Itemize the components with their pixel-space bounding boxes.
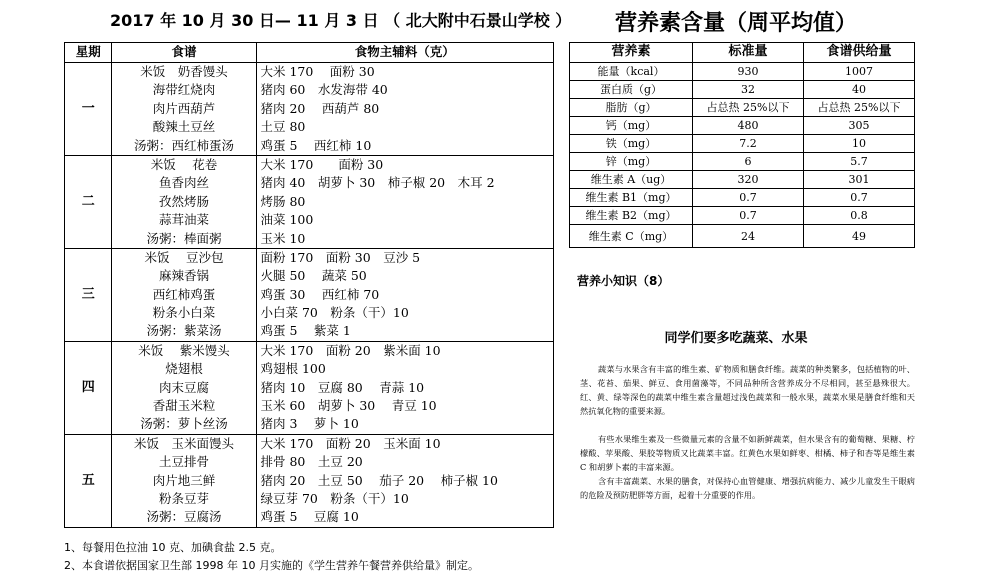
- nutrient-name: 维生素 B1（mg）: [570, 189, 693, 207]
- dish-cell: [112, 155, 256, 248]
- ingredient: 猪肉 40 胡萝卜 30 柿子椒 20 木耳 2: [260, 175, 495, 191]
- dish: 汤粥：豆腐汤: [146, 509, 222, 525]
- nutrient-name: 维生素 C（mg）: [570, 225, 693, 248]
- nutrient-supply: 49: [804, 225, 915, 248]
- nutrient-standard: 320: [693, 171, 804, 189]
- dish: 粉条小白菜: [152, 305, 216, 321]
- nutrient-name: 锌（mg）: [570, 153, 693, 171]
- dish: 米饭 玉米面馒头: [133, 435, 234, 451]
- ingredient: 猪肉 60 水发海带 40: [260, 82, 388, 98]
- dish: 土豆排骨: [158, 454, 209, 470]
- nutrition-row: [570, 189, 915, 207]
- ingredient: 大米 170 面粉 20 玉米面 10: [260, 435, 441, 451]
- ingredient: 大米 170 面粉 30: [260, 156, 384, 172]
- menu-day-row: [65, 248, 554, 341]
- ingredients-cell: [256, 434, 554, 527]
- menu-title: 2017 年 10 月 30 日— 11 月 3 日 （ 北大附中石景山学校 ）: [110, 11, 572, 30]
- dish: 海带红烧肉: [152, 82, 216, 98]
- nutrient-name: 能量（kcal）: [570, 63, 693, 81]
- dish: 米饭 奶香馒头: [140, 64, 228, 79]
- nutrient-name: 维生素 A（ug）: [570, 171, 693, 189]
- nutrition-row: [570, 153, 915, 171]
- nutrition-row: [570, 225, 915, 248]
- tip-heading: 同学们要多吃蔬菜、水果: [664, 331, 808, 346]
- nutrition-title: 营养素含量（周平均值）: [614, 11, 857, 36]
- nutrient-standard: 7.2: [693, 135, 804, 153]
- header-ingredients: 食物主辅料（克）: [256, 43, 554, 63]
- nutrition-row: [570, 63, 915, 81]
- ingredient: 猪肉 10 豆腐 80 青蒜 10: [260, 379, 425, 395]
- nutrition-row: [570, 171, 915, 189]
- nutrient-supply: 占总热 25%以下: [804, 99, 915, 117]
- menu-table: [64, 42, 554, 528]
- dish: 西红柿鸡蛋: [152, 286, 216, 302]
- ingredient: 鸡蛋 5 紫菜 1: [260, 323, 351, 339]
- ingredient: 小白菜 70 粉条（干）10: [260, 305, 409, 321]
- dish: 孜然烤肠: [158, 193, 209, 209]
- menu-day-row: [65, 63, 554, 156]
- nutrient-supply: 1007: [804, 63, 915, 81]
- tip-paragraph: 含有丰富蔬菜、水果的膳食，对保持心血管健康、增强抗病能力、减少儿童发生干眼病的危险及预防肥胖等方面，起着十分重要的作用。: [580, 476, 915, 500]
- nutrient-supply: 40: [804, 81, 915, 99]
- menu-day-row: [65, 434, 554, 527]
- header-standard: 标准量: [693, 43, 804, 63]
- nutrition-row: [570, 135, 915, 153]
- ingredient: 烤肠 80: [260, 193, 306, 209]
- nutrient-supply: 301: [804, 171, 915, 189]
- nutrition-row: [570, 117, 915, 135]
- dish: 汤粥：萝卜丝汤: [140, 416, 228, 432]
- header-recipe: 食谱: [112, 43, 256, 63]
- dish-cell: [112, 341, 256, 434]
- ingredient: 大米 170 面粉 20 紫米面 10: [260, 342, 441, 358]
- nutrient-name: 维生素 B2（mg）: [570, 207, 693, 225]
- nutrient-standard: 0.7: [693, 207, 804, 225]
- ingredient: 猪肉 20 西葫芦 80: [260, 100, 380, 116]
- nutrient-supply: 0.8: [804, 207, 915, 225]
- nutrient-standard: 0.7: [693, 189, 804, 207]
- ingredient: 排骨 80 土豆 20: [260, 454, 363, 470]
- dish: 汤粥：紫菜汤: [146, 323, 222, 339]
- nutrient-standard: 6: [693, 153, 804, 171]
- nutrition-row: [570, 207, 915, 225]
- ingredients-cell: [256, 63, 554, 156]
- dish: 香甜玉米粒: [152, 398, 216, 414]
- ingredient: 大米 170 面粉 30: [260, 64, 375, 79]
- dish: 肉末豆腐: [158, 379, 209, 395]
- ingredient: 鸡翅根 100: [260, 361, 326, 377]
- nutrient-standard: 32: [693, 81, 804, 99]
- dish: 米饭 豆沙包: [144, 249, 224, 265]
- nutrient-supply: 305: [804, 117, 915, 135]
- tip-paragraph: 蔬菜与水果含有丰富的维生素、矿物质和膳食纤维。蔬菜的种类繁多，包括植物的叶、茎、花苔、茄果、鲜豆、食用菌藻等，不同品种所含营养成分不尽相同，甚至悬殊很大。红、黄、绿等深色的蔬菜中维生素含量超过浅色蔬菜和一般水果，蔬菜水果是膳食纤维和天然抗氧化物的重要来源。: [580, 364, 915, 416]
- dish: 粉条豆芽: [158, 490, 209, 506]
- nutrition-row: [570, 99, 915, 117]
- ingredients-cell: [256, 155, 554, 248]
- ingredient: 鸡蛋 5 西红柿 10: [260, 137, 372, 153]
- ingredient: 火腿 50 蔬菜 50: [260, 268, 367, 284]
- ingredients-cell: [256, 341, 554, 434]
- ingredient: 猪肉 20 土豆 50 茄子 20 柿子椒 10: [260, 472, 498, 488]
- ingredient: 玉米 10: [260, 230, 306, 246]
- dish: 鱼香肉丝: [158, 175, 209, 191]
- dish-cell: [112, 248, 256, 341]
- nutrient-supply: 5.7: [804, 153, 915, 171]
- ingredient: 玉米 60 胡萝卜 30 青豆 10: [260, 398, 437, 414]
- nutrition-table: [569, 42, 915, 248]
- nutrient-supply: 10: [804, 135, 915, 153]
- nutrient-standard: 930: [693, 63, 804, 81]
- ingredient: 土豆 80: [260, 119, 306, 135]
- ingredients-cell: [256, 248, 554, 341]
- menu-header-row: [65, 43, 554, 63]
- nutrient-supply: 0.7: [804, 189, 915, 207]
- dish: 酸辣土豆丝: [152, 119, 216, 135]
- dish: 汤粥：棒面粥: [146, 230, 222, 246]
- ingredient: 面粉 170 面粉 30 豆沙 5: [260, 249, 421, 265]
- day-label: 二: [65, 155, 112, 248]
- dish: 米饭 花卷: [150, 156, 218, 172]
- ingredient: 绿豆芽 70 粉条（干）10: [260, 490, 409, 506]
- dish: 烧翅根: [165, 361, 203, 377]
- footnote: 2、本食谱依据国家卫生部 1998 年 10 月实施的《学生营养午餐营养供给量》制定。: [64, 559, 479, 572]
- dish: 肉片西葫芦: [152, 100, 216, 116]
- ingredient: 鸡蛋 5 豆腐 10: [260, 509, 359, 525]
- day-label: 四: [65, 341, 112, 434]
- dish: 汤粥：西红柿蛋汤: [133, 137, 234, 153]
- day-label: 三: [65, 248, 112, 341]
- menu-day-row: [65, 155, 554, 248]
- tip-title: 营养小知识（8）: [577, 274, 670, 288]
- ingredient: 猪肉 3 萝卜 10: [260, 416, 359, 432]
- ingredient: 鸡蛋 30 西红柿 70: [260, 286, 380, 302]
- tip-paragraph: 有些水果维生素及一些微量元素的含量不如新鲜蔬菜，但水果含有的葡萄糖、果糖、柠檬酸、苹果酸、果胶等物质又比蔬菜丰富。红黄色水果如鲜枣、柑橘、柿子和杏等是维生素 C 和胡萝卜素的丰富来源。: [580, 434, 915, 472]
- dish: 蒜茸油菜: [158, 212, 209, 228]
- nutrient-standard: 480: [693, 117, 804, 135]
- header-nutrient: 营养素: [570, 43, 693, 63]
- dish-cell: [112, 63, 256, 156]
- dish: 肉片地三鲜: [152, 472, 216, 488]
- nutrition-header-row: [570, 43, 915, 63]
- nutrient-name: 钙（mg）: [570, 117, 693, 135]
- nutrient-name: 铁（mg）: [570, 135, 693, 153]
- nutrient-name: 蛋白质（g）: [570, 81, 693, 99]
- nutrition-row: [570, 81, 915, 99]
- nutrient-name: 脂肪（g）: [570, 99, 693, 117]
- menu-day-row: [65, 341, 554, 434]
- ingredient: 油菜 100: [260, 212, 314, 228]
- dish: 麻辣香锅: [158, 268, 209, 284]
- day-label: 一: [65, 63, 112, 156]
- dish-cell: [112, 434, 256, 527]
- footnote: 1、每餐用色拉油 10 克、加碘食盐 2.5 克。: [64, 541, 282, 554]
- header-supply: 食谱供给量: [804, 43, 915, 63]
- nutrient-standard: 24: [693, 225, 804, 248]
- dish: 米饭 紫米馒头: [138, 342, 230, 358]
- day-label: 五: [65, 434, 112, 527]
- nutrient-standard: 占总热 25%以下: [693, 99, 804, 117]
- header-weekday: 星期: [65, 43, 112, 63]
